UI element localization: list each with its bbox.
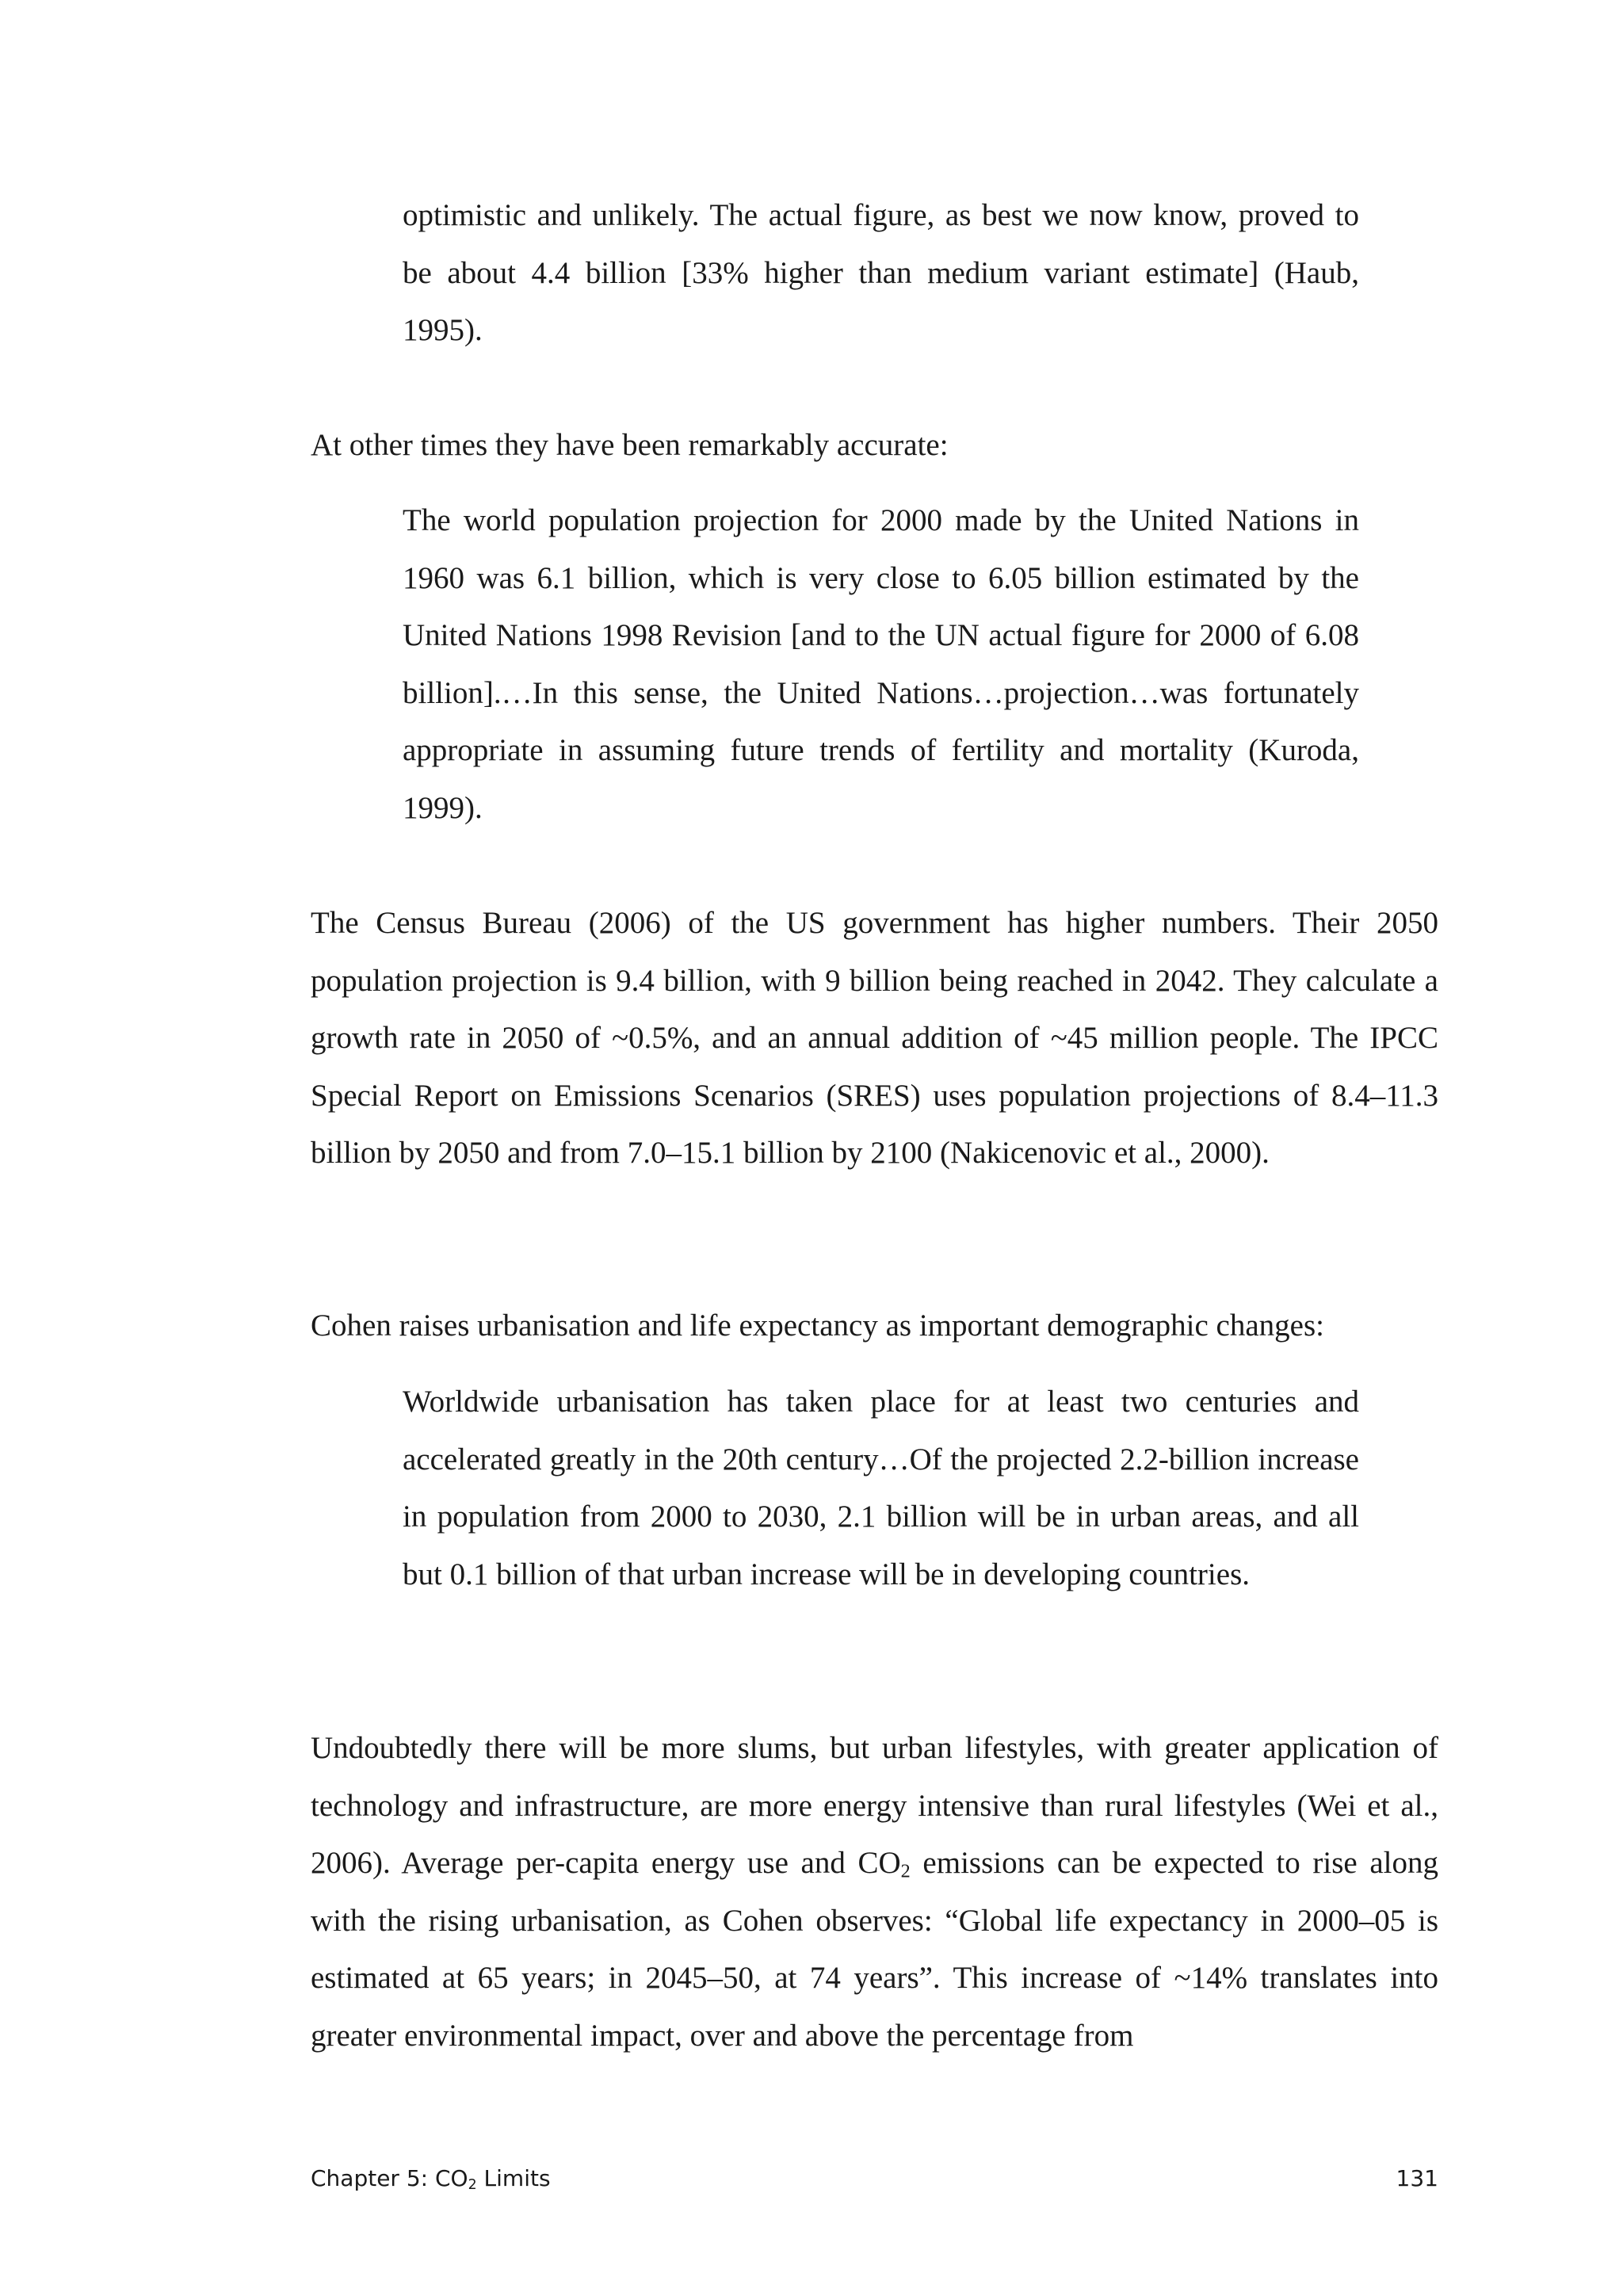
footer-chapter-prefix: Chapter 5: CO (311, 2165, 468, 2191)
subscript-2: 2 (900, 1860, 911, 1882)
body-paragraph-census-bureau (311, 895, 1438, 1182)
block-quote-text: Worldwide urbanisation has taken place for at least two centuries and accelerated greatly in the 20th century…Of the projected 2.2-billion increase in population from 2000 to 2030, 2.1 billion will be in urban areas, and all but 0.1 billion of that urban increase will be in developing countries. (403, 1385, 1359, 1591)
block-quote-kuroda (403, 492, 1359, 837)
paragraph-text: Cohen raises urbanisation and life expectancy as important demographic changes: (311, 1308, 1324, 1343)
body-paragraph-intro-accurate (311, 417, 1438, 475)
block-quote-haub (403, 187, 1359, 360)
footer-chapter-suffix: Limits (476, 2165, 551, 2191)
body-paragraph-urbanisation (311, 1720, 1438, 2065)
paragraph-text-part2: emissions can be expected to rise along with the rising urbanisation, as Cohen observes: “Global life expectancy in 2000–05 is estimated at 65 years; in 2045–50, at 74 years”. This increase of ~14% translates into greater environmental impact, over and above the percentage from (311, 1846, 1438, 2053)
body-paragraph-intro-cohen (311, 1297, 1438, 1355)
block-quote-text: optimistic and unlikely. The actual figure, as best we now know, proved to be about 4.4 billion [33% higher than medium variant estimate] (Haub, 1995). (403, 198, 1359, 347)
block-quote-cohen (403, 1373, 1359, 1603)
paragraph-text-part1: Undoubtedly there will be more slums, but urban lifestyles, with greater application of technology and infrastructure, are more energy intensive than rural lifestyles (Wei et al., 2006). Average per-capita energy use and CO (311, 1731, 1438, 1880)
footer-chapter-subscript: 2 (468, 2176, 477, 2193)
paragraph-text: At other times they have been remarkably accurate: (311, 428, 949, 462)
block-quote-text: The world population projection for 2000 made by the United Nations in 1960 was 6.1 billion, which is very close to 6.05 billion estimated by the United Nations 1998 Revision [and to the UN actual figure for 2000 of 6.08 billion].…In this sense, the United Nations…projection…was fortunately appropriate in assuming future trends of fertility and mortality (Kuroda, 1999). (403, 503, 1359, 825)
paragraph-text: The Census Bureau (2006) of the US government has higher numbers. Their 2050 population projection is 9.4 billion, with 9 billion being reached in 2042. They calculate a growth rate in 2050 of ~0.5%, and an annual addition of ~45 million people. The IPCC Special Report on Emissions Scenarios (SRES) uses population projections of 8.4–11.3 billion by 2050 and from 7.0–15.1 billion by 2100 (Nakicenovic et al., 2000). (311, 906, 1438, 1170)
page-number: 131 (1396, 2165, 1438, 2191)
footer-chapter-title (311, 2163, 551, 2195)
